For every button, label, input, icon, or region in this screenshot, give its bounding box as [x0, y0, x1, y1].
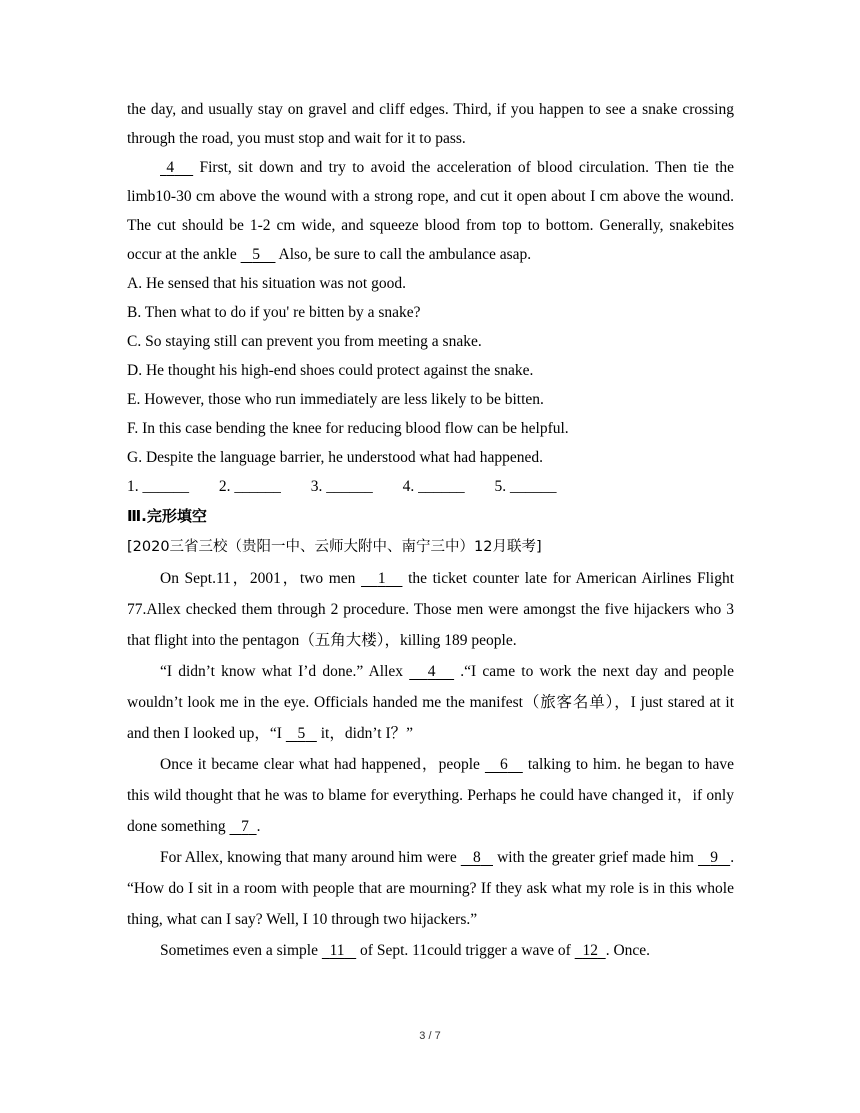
- section-source: [2020三省三校（贵阳一中、云师大附中、南宁三中）12月联考]: [127, 539, 542, 555]
- blank-9: 9: [710, 849, 718, 866]
- option-item: C. So staying still can prevent you from meeting a snake.: [127, 333, 482, 350]
- cloze-paragraph: Sometimes even a simple 11 of Sept. 11could trigger a wave of 12 . Once.: [160, 942, 651, 959]
- blank-5: 5: [297, 725, 306, 742]
- option-item: B. Then what to do if you' re bitten by a snake?: [127, 304, 421, 321]
- answer-blank: 1. ______: [127, 478, 189, 495]
- cloze-paragraph: Once it became clear what had happened，people 6 talking to him. he began to have this wild thought that he was to blame for everything. Perhaps he could have changed it，if only done something 7 .: [127, 756, 735, 835]
- answer-blank: 3. ______: [310, 478, 373, 495]
- blank-1: 1: [377, 570, 386, 587]
- option-item: G. Despite the language barrier, he understood what had happened.: [127, 449, 544, 466]
- blank-7: 7: [241, 818, 249, 835]
- answer-blank: 5. ______: [494, 478, 557, 495]
- answer-line: [127, 472, 734, 501]
- section-heading: Ⅲ.完形填空: [127, 507, 207, 525]
- cloze-paragraph: “I didn’t know what I’d done.” Allex 4 .“I came to work the next day and people wouldn’t look me in the eye. Officials handed me the manifest（旅客名单），I just stared at it and then I looked up，“I 5 it，didn’t I？”: [127, 663, 734, 742]
- blank-6: 6: [499, 756, 508, 773]
- cloze-paragraph: On Sept.11，2001，two men 1 the ticket counter late for American Airlines Flight 77.Allex checked them through 2 procedure. Those men were amongst the five hijackers who 3 that flight into the pentagon（五角大楼），killing 189 people.: [127, 570, 734, 649]
- blank-11: 11: [329, 942, 345, 959]
- blank-4: 4: [166, 159, 175, 176]
- document-page: [127, 95, 734, 966]
- cloze-paragraph: For Allex, knowing that many around him were 8 with the greater grief made him 9 . “How do I sit in a room with people that are mourning? If they ask what my role is in this whole thing, what can I say? Well, I 10 through two hijackers.”: [127, 849, 735, 928]
- passage-paragraph: 4 First, sit down and try to avoid the acceleration of blood circulation. Then tie the limb10-30 cm above the wound with a strong rope, and cut it open about I cm above the wound. The cut should be 1-2 cm wide, and squeeze blood from top to bottom. Generally, snakebites occur at the ankle 5 Also, be sure to call the ambulance asap.: [127, 159, 735, 263]
- answer-blank: 2. ______: [218, 478, 281, 495]
- blank-5: 5: [252, 246, 260, 263]
- options-list: [127, 269, 734, 472]
- passage-paragraph: the day, and usually stay on gravel and cliff edges. Third, if you happen to see a snake crossing through the road, you must stop and wait for it to pass.: [127, 101, 734, 147]
- blank-4: 4: [427, 663, 436, 680]
- option-item: A. He sensed that his situation was not good.: [127, 275, 406, 292]
- option-item: D. He thought his high-end shoes could protect against the snake.: [127, 362, 534, 379]
- blank-12: 12: [582, 942, 598, 959]
- answer-blank: 4. ______: [402, 478, 465, 495]
- page-number: 3 / 7: [419, 1030, 441, 1042]
- option-item: E. However, those who run immediately are less likely to be bitten.: [127, 391, 544, 408]
- option-item: F. In this case bending the knee for reducing blood flow can be helpful.: [127, 420, 569, 437]
- blank-8: 8: [473, 849, 481, 866]
